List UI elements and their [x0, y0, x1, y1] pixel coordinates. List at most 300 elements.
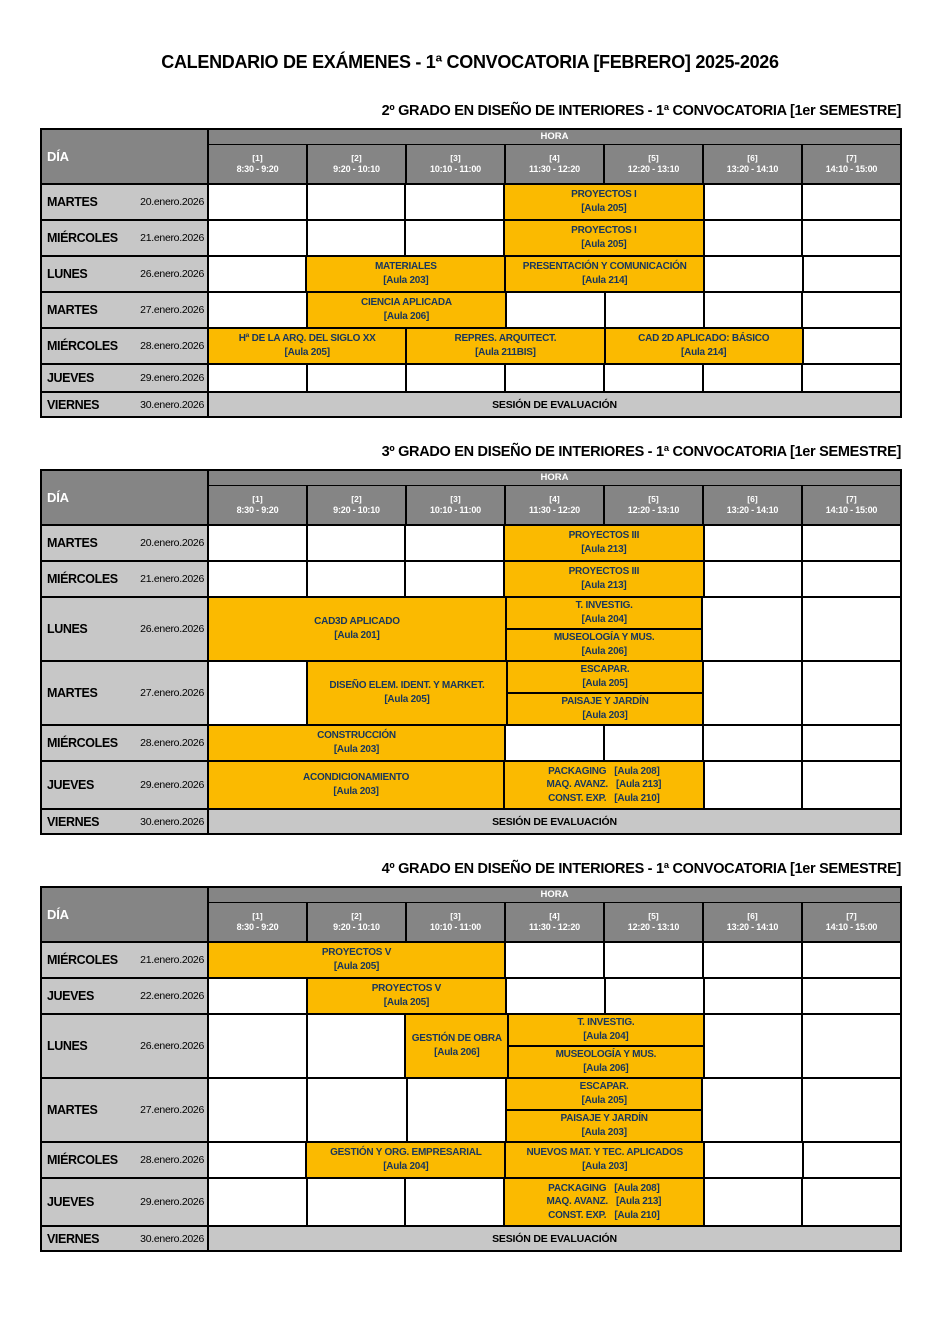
day-row: [42, 526, 900, 562]
empty-slot-cell: [507, 293, 606, 327]
exam-subject: PACKAGING: [548, 765, 607, 777]
exam-room: [Aula 201]: [334, 630, 380, 641]
calendar-header-row: [42, 888, 900, 943]
empty-slot-cell: [308, 562, 407, 596]
hour-slot-time: 12:20 - 13:10: [627, 504, 680, 515]
exam-subject: ACONDICIONAMIENTO: [303, 772, 410, 783]
hour-slot-number: [1]: [252, 911, 263, 922]
empty-slot-cell: [803, 662, 900, 724]
day-date: 27.enero.2026: [140, 304, 204, 316]
empty-slot-cell: [803, 221, 900, 255]
empty-slot-cell: [209, 365, 308, 391]
calendar-header-row: [42, 130, 900, 185]
exam-subject: MATERIALES: [374, 261, 437, 272]
empty-slot-cell: [308, 365, 407, 391]
empty-slot-cell: [705, 1015, 804, 1077]
exam-cell: [209, 726, 506, 760]
hour-slot-number: [7]: [846, 911, 857, 922]
hour-column-header: [803, 903, 900, 941]
hour-slot-time: 14:10 - 15:00: [825, 504, 878, 515]
day-cell: [42, 762, 209, 808]
exam-cell: [407, 329, 605, 363]
day-name: MIÉRCOLES: [47, 231, 118, 245]
empty-slot-cell: [605, 943, 704, 977]
empty-slot-cell: [705, 185, 804, 219]
exam-subject: CONST. EXP.: [548, 792, 607, 804]
day-name: JUEVES: [47, 778, 94, 792]
hour-slot-number: [6]: [747, 911, 758, 922]
exam-subject: DISEÑO ELEM. IDENT. Y MARKET.: [329, 680, 485, 691]
hour-columns-row: [209, 486, 900, 524]
exam-room: [Aula 214]: [582, 275, 628, 286]
empty-slot-cell: [209, 293, 308, 327]
exam-line: [507, 778, 700, 792]
day-cell: [42, 293, 209, 327]
row-cells: [209, 185, 900, 219]
hour-column-header: [704, 486, 803, 524]
exam-cell: [307, 257, 506, 291]
day-date: 26.enero.2026: [140, 623, 204, 635]
exam-room: [Aula 205]: [284, 347, 330, 358]
exam-subject: CONST. EXP.: [548, 1209, 607, 1221]
evaluation-session-cell: SESIÓN DE EVALUACIÓN: [209, 1227, 900, 1250]
hour-slot-number: [5]: [648, 494, 659, 505]
row-cells: [209, 726, 900, 760]
exam-room: [Aula 203]: [383, 275, 429, 286]
multi-exam-cell: [505, 1179, 704, 1225]
exam-subject: Hª DE LA ARQ. DEL SIGLO XX: [238, 333, 376, 344]
empty-slot-cell: [406, 526, 505, 560]
stacked-exams-cell: [509, 1015, 704, 1077]
day-row: [42, 293, 900, 329]
hour-slot-time: 8:30 - 9:20: [236, 921, 279, 932]
day-cell: [42, 979, 209, 1013]
exam-subject: PROYECTOS III: [568, 566, 640, 577]
exam-line: [507, 1182, 700, 1196]
hour-slot-time: 10:10 - 11:00: [430, 504, 481, 515]
exam-room: [Aula 203]: [333, 786, 379, 797]
hour-slot-number: [3]: [450, 494, 461, 505]
day-row: [42, 598, 900, 662]
hour-columns-row: [209, 903, 900, 941]
day-row: [42, 1015, 900, 1079]
exam-room: [Aula 203]: [582, 1161, 628, 1172]
hour-column-header: [506, 486, 605, 524]
empty-slot-cell: [209, 562, 308, 596]
exam-subject: T. INVESTIG.: [575, 600, 633, 611]
empty-slot-cell: [705, 293, 804, 327]
exam-subject: REPRES. ARQUITECT.: [454, 333, 557, 344]
hour-slot-number: [1]: [252, 494, 263, 505]
empty-slot-cell: [209, 1179, 308, 1225]
empty-slot-cell: [308, 1079, 407, 1141]
hour-column-header: [407, 486, 506, 524]
day-date: 26.enero.2026: [140, 1040, 204, 1052]
exam-room: [Aula 204]: [383, 1161, 429, 1172]
row-cells: [209, 1143, 900, 1177]
exam-subject: NUEVOS MAT. Y TEC. APLICADOS: [526, 1147, 683, 1158]
day-row: [42, 1079, 900, 1143]
empty-slot-cell: [209, 1079, 308, 1141]
exam-room: [Aula 206]: [581, 646, 627, 657]
exam-cell: [308, 662, 508, 724]
hour-column-header: [704, 145, 803, 183]
hour-slot-time: 13:20 - 14:10: [726, 504, 779, 515]
empty-slot-cell: [803, 979, 900, 1013]
day-date: 29.enero.2026: [140, 372, 204, 384]
empty-slot-cell: [705, 257, 803, 291]
day-name: MARTES: [47, 303, 98, 317]
empty-slot-cell: [209, 185, 308, 219]
day-date: 21.enero.2026: [140, 232, 204, 244]
day-name: MIÉRCOLES: [47, 339, 118, 353]
hour-slot-number: [2]: [351, 494, 362, 505]
exam-cell: [505, 221, 704, 255]
hour-column-header: [308, 145, 407, 183]
stacked-exam: [507, 630, 702, 660]
hour-column-header: [605, 145, 704, 183]
stacked-exam: [508, 694, 702, 724]
day-name: MARTES: [47, 536, 98, 550]
empty-slot-cell: [506, 943, 605, 977]
tables-container: [40, 103, 902, 1252]
day-date: 27.enero.2026: [140, 1104, 204, 1116]
empty-slot-cell: [209, 662, 308, 724]
day-name: LUNES: [47, 267, 88, 281]
day-date: 29.enero.2026: [140, 1196, 204, 1208]
row-cells: [209, 293, 900, 327]
hour-column-header: [803, 145, 900, 183]
empty-slot-cell: [705, 562, 804, 596]
exam-room: [Aula 205]: [581, 203, 627, 214]
day-row: [42, 365, 900, 393]
hour-slot-time: 9:20 - 10:10: [333, 504, 380, 515]
day-name: LUNES: [47, 622, 88, 636]
day-row: [42, 185, 900, 221]
grade-table-block: [40, 444, 902, 835]
exam-subject: MAQ. AVANZ.: [546, 1196, 608, 1208]
day-name: MIÉRCOLES: [47, 572, 118, 586]
exam-room: [Aula 210]: [614, 1209, 660, 1221]
empty-slot-cell: [803, 726, 900, 760]
day-cell: [42, 526, 209, 560]
exam-room: [Aula 206]: [383, 311, 430, 322]
hour-column-header: [407, 903, 506, 941]
exam-room: [Aula 206]: [583, 1063, 629, 1074]
hour-slot-time: 8:30 - 9:20: [236, 504, 279, 515]
empty-slot-cell: [705, 979, 804, 1013]
empty-slot-cell: [209, 526, 308, 560]
hour-columns-row: [209, 145, 900, 183]
hour-column-header: [308, 903, 407, 941]
grade-table-title: 4º GRADO EN DISEÑO DE INTERIORES - 1ª CONVOCATORIA [1er SEMESTRE]: [381, 861, 901, 877]
row-cells: [209, 598, 900, 660]
day-row: [42, 726, 900, 762]
day-name: MIÉRCOLES: [47, 1153, 118, 1167]
row-cells: [209, 329, 900, 363]
exam-room: [Aula 208]: [614, 765, 660, 777]
day-cell: [42, 662, 209, 724]
hour-column-header: [209, 145, 308, 183]
empty-slot-cell: [705, 221, 804, 255]
row-cells: [209, 1079, 900, 1141]
hour-slot-number: [1]: [252, 153, 263, 164]
empty-slot-cell: [705, 526, 804, 560]
empty-slot-cell: [308, 1179, 407, 1225]
empty-slot-cell: [804, 1143, 900, 1177]
empty-slot-cell: [705, 1143, 803, 1177]
day-date: 28.enero.2026: [140, 340, 204, 352]
empty-slot-cell: [705, 1179, 804, 1225]
day-date: 30.enero.2026: [140, 1232, 204, 1245]
exam-subject: GESTIÓN DE OBRA: [411, 1033, 502, 1044]
hour-slot-number: [3]: [450, 153, 461, 164]
exam-subject: PRESENTACIÓN Y COMUNICACIÓN: [522, 261, 687, 272]
day-cell: [42, 726, 209, 760]
stacked-exams-cell: [507, 598, 704, 660]
exam-room: [Aula 210]: [614, 792, 660, 804]
row-cells: [209, 979, 900, 1013]
hour-column-header: [803, 486, 900, 524]
hour-slot-time: 13:20 - 14:10: [726, 163, 779, 174]
empty-slot-cell: [406, 185, 505, 219]
empty-slot-cell: [209, 1143, 307, 1177]
day-name: JUEVES: [47, 1195, 94, 1209]
empty-slot-cell: [507, 979, 606, 1013]
exam-subject: PROYECTOS V: [371, 983, 442, 994]
day-date: 22.enero.2026: [140, 990, 204, 1002]
hour-header-block: [209, 471, 900, 524]
empty-slot-cell: [506, 726, 605, 760]
empty-slot-cell: [704, 662, 803, 724]
day-name: MARTES: [47, 686, 98, 700]
empty-slot-cell: [804, 257, 900, 291]
empty-slot-cell: [803, 1179, 900, 1225]
hour-column-header: [209, 486, 308, 524]
day-date: 28.enero.2026: [140, 1154, 204, 1166]
empty-slot-cell: [803, 293, 900, 327]
exam-room: [Aula 203]: [333, 744, 380, 755]
empty-slot-cell: [209, 221, 308, 255]
hora-header-label: HORA: [209, 130, 900, 145]
exam-subject: PROYECTOS III: [568, 530, 640, 541]
hour-slot-time: 10:10 - 11:00: [430, 163, 481, 174]
stacked-exam: [509, 1047, 702, 1077]
hour-slot-number: [5]: [648, 911, 659, 922]
day-column-header: DÍA: [42, 471, 209, 524]
day-row: [42, 662, 900, 726]
empty-slot-cell: [606, 293, 705, 327]
empty-slot-cell: [803, 1015, 900, 1077]
exam-subject: MAQ. AVANZ.: [546, 779, 608, 791]
hour-slot-number: [2]: [351, 153, 362, 164]
day-cell: [42, 393, 209, 416]
day-row: [42, 943, 900, 979]
row-cells: [209, 526, 900, 560]
empty-slot-cell: [406, 221, 505, 255]
empty-slot-cell: [703, 598, 802, 660]
empty-slot-cell: [803, 185, 900, 219]
hour-slot-number: [7]: [846, 494, 857, 505]
empty-slot-cell: [308, 185, 407, 219]
exam-subject: MUSEOLOGÍA Y MUS.: [555, 1049, 657, 1060]
stacked-exam: [507, 598, 702, 630]
exam-subject: GESTIÓN Y ORG. EMPRESARIAL: [330, 1147, 482, 1158]
stacked-exam: [507, 1079, 702, 1111]
day-cell: [42, 943, 209, 977]
exam-room: [Aula 204]: [581, 614, 627, 625]
day-date: 26.enero.2026: [140, 268, 204, 280]
hour-column-header: [704, 903, 803, 941]
exam-cell: [505, 526, 704, 560]
day-cell: [42, 1015, 209, 1077]
exam-room: [Aula 206]: [434, 1047, 480, 1058]
empty-slot-cell: [209, 257, 307, 291]
day-cell: [42, 329, 209, 363]
empty-slot-cell: [803, 562, 900, 596]
day-cell: [42, 185, 209, 219]
day-cell: [42, 1143, 209, 1177]
hour-column-header: [605, 486, 704, 524]
exam-line: [507, 1209, 700, 1223]
exam-subject: PROYECTOS I: [571, 189, 637, 200]
row-cells: [209, 810, 900, 833]
day-cell: [42, 1227, 209, 1250]
hour-column-header: [506, 903, 605, 941]
empty-slot-cell: [605, 365, 704, 391]
day-date: 20.enero.2026: [140, 537, 204, 549]
empty-slot-cell: [803, 365, 900, 391]
exam-line: [507, 792, 700, 806]
exam-subject: CIENCIA APLICADA: [361, 297, 452, 308]
exam-cell: [505, 562, 704, 596]
exam-room: [Aula 205]: [383, 997, 430, 1008]
hora-header-label: HORA: [209, 471, 900, 486]
empty-slot-cell: [308, 221, 407, 255]
day-date: 20.enero.2026: [140, 196, 204, 208]
hour-slot-time: 11:30 - 12:20: [529, 504, 580, 515]
day-cell: [42, 365, 209, 391]
exam-cell: [506, 1143, 705, 1177]
exam-cell: [606, 329, 804, 363]
day-date: 27.enero.2026: [140, 687, 204, 699]
row-cells: [209, 257, 900, 291]
empty-slot-cell: [209, 1015, 308, 1077]
day-row: [42, 979, 900, 1015]
exam-calendar-table: [40, 886, 902, 1252]
day-row: [42, 1227, 900, 1250]
grade-table-block: [40, 861, 902, 1252]
exam-cell: [209, 329, 407, 363]
empty-slot-cell: [803, 1079, 900, 1141]
hour-slot-time: 14:10 - 15:00: [825, 921, 878, 932]
empty-slot-cell: [209, 979, 308, 1013]
day-name: LUNES: [47, 1039, 88, 1053]
exam-room: [Aula 203]: [581, 1127, 627, 1138]
day-name: JUEVES: [47, 989, 94, 1003]
exam-cell: [506, 257, 705, 291]
hour-slot-time: 11:30 - 12:20: [529, 921, 580, 932]
calendar-header-row: [42, 471, 900, 526]
empty-slot-cell: [408, 1079, 507, 1141]
row-cells: [209, 1015, 900, 1077]
hour-slot-time: 11:30 - 12:20: [529, 163, 580, 174]
exam-subject: CAD 2D APLICADO: BÁSICO: [638, 333, 770, 344]
empty-slot-cell: [406, 562, 505, 596]
hour-header-block: [209, 888, 900, 941]
exam-subject: PAISAJE Y JARDÍN: [560, 1113, 648, 1124]
day-row: [42, 562, 900, 598]
day-cell: [42, 1179, 209, 1225]
hour-slot-time: 12:20 - 13:10: [627, 163, 680, 174]
day-row: [42, 257, 900, 293]
row-cells: [209, 365, 900, 391]
stacked-exam: [509, 1015, 702, 1047]
empty-slot-cell: [803, 943, 900, 977]
day-name: VIERNES: [47, 1231, 100, 1246]
exam-room: [Aula 205]: [384, 694, 430, 705]
stacked-exam: [507, 1111, 702, 1141]
day-name: MARTES: [47, 195, 98, 209]
exam-room: [Aula 213]: [581, 580, 627, 591]
day-name: JUEVES: [47, 371, 94, 385]
exam-line: [507, 1195, 700, 1209]
empty-slot-cell: [308, 1015, 407, 1077]
row-cells: [209, 943, 900, 977]
hour-slot-number: [7]: [846, 153, 857, 164]
day-name: MARTES: [47, 1103, 98, 1117]
day-row: [42, 221, 900, 257]
day-cell: [42, 257, 209, 291]
exam-calendar-table: [40, 469, 902, 835]
day-row: [42, 762, 900, 810]
exam-subject: ESCAPAR.: [579, 1081, 629, 1092]
empty-slot-cell: [703, 1079, 802, 1141]
day-date: 21.enero.2026: [140, 954, 204, 966]
exam-room: [Aula 213]: [615, 1196, 662, 1208]
exam-subject: PAISAJE Y JARDÍN: [561, 696, 649, 707]
hour-slot-number: [6]: [747, 153, 758, 164]
row-cells: [209, 662, 900, 724]
empty-slot-cell: [704, 726, 803, 760]
day-cell: [42, 221, 209, 255]
row-cells: [209, 1179, 900, 1225]
exam-room: [Aula 211BIS]: [475, 347, 536, 358]
exam-cell: [307, 1143, 506, 1177]
hour-slot-number: [5]: [648, 153, 659, 164]
day-date: 29.enero.2026: [140, 779, 204, 791]
stacked-exams-cell: [508, 662, 704, 724]
day-name: MIÉRCOLES: [47, 736, 118, 750]
hour-column-header: [308, 486, 407, 524]
day-column-header: DÍA: [42, 888, 209, 941]
hour-slot-time: 9:20 - 10:10: [333, 163, 380, 174]
exam-cell: [209, 943, 506, 977]
empty-slot-cell: [704, 365, 803, 391]
row-cells: [209, 762, 900, 808]
hour-slot-number: [4]: [549, 494, 560, 505]
hour-slot-time: 9:20 - 10:10: [333, 921, 380, 932]
day-cell: [42, 562, 209, 596]
exam-room: [Aula 204]: [583, 1031, 629, 1042]
day-date: 30.enero.2026: [140, 815, 204, 828]
day-name: VIERNES: [47, 397, 100, 412]
hour-column-header: [407, 145, 506, 183]
day-row: [42, 1179, 900, 1227]
hour-column-header: [506, 145, 605, 183]
exam-subject: MUSEOLOGÍA Y MUS.: [553, 632, 655, 643]
hour-slot-time: 12:20 - 13:10: [627, 921, 680, 932]
